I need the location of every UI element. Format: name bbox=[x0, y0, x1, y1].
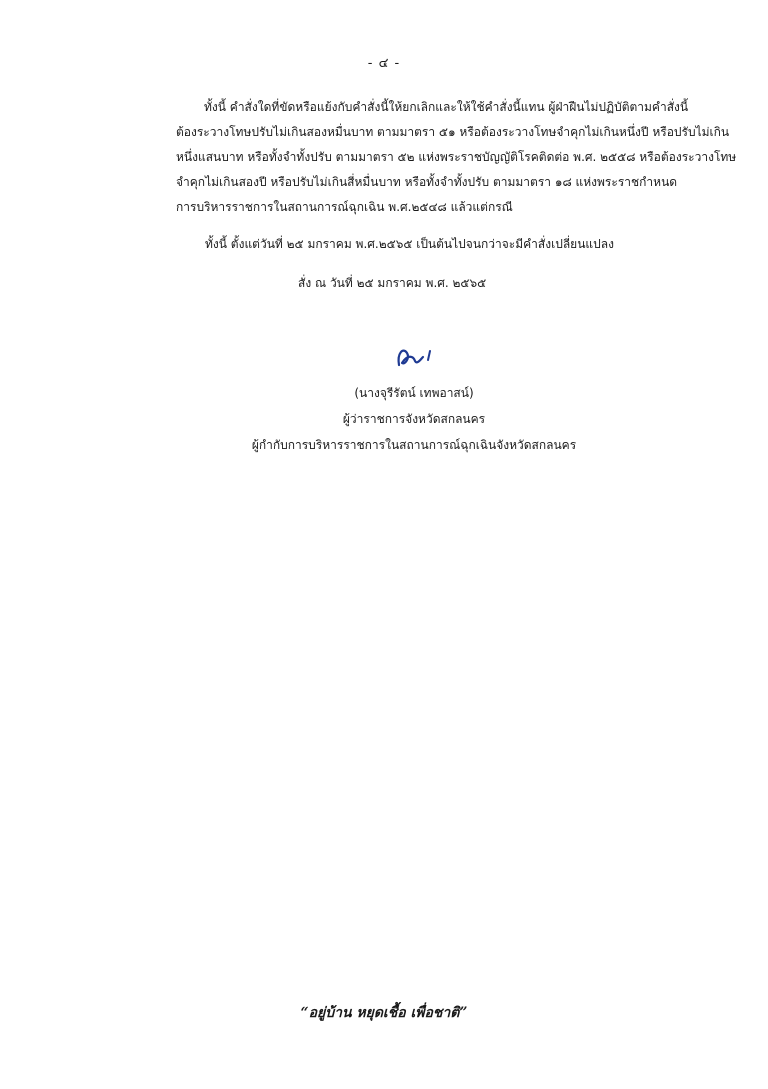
paragraph-line: หนึ่งแสนบาท หรือทั้งจำทั้งปรับ ตามมาตรา ๕๒ แห่งพระราชบัญญัติโรคติดต่อ พ.ศ. ๒๕๕๘ หรือต้องระวางโทษ bbox=[176, 150, 737, 164]
signature-mark bbox=[393, 343, 439, 371]
signatory-name: (นางจุรีรัตน์ เทพอาสน์) bbox=[354, 386, 474, 400]
order-date-line: สั่ง ณ วันที่ ๒๕ มกราคม พ.ศ. ๒๕๖๕ bbox=[298, 276, 487, 290]
signature-block bbox=[244, 380, 584, 458]
paragraph-effective-date: ทั้งนี้ ตั้งแต่วันที่ ๒๕ มกราคม พ.ศ.๒๕๖๕ เป็นต้นไปจนกว่าจะมีคำสั่งเปลี่ยนแปลง bbox=[205, 237, 614, 251]
paragraph-line: การบริหารราชการในสถานการณ์ฉุกเฉิน พ.ศ.๒๕๔๘ แล้วแต่กรณี bbox=[176, 200, 513, 214]
paragraph-line: จำคุกไม่เกินสองปี หรือปรับไม่เกินสี่หมื่นบาท หรือทั้งจำทั้งปรับ ตามมาตรา ๑๘ แห่งพระราชกำหนด bbox=[176, 175, 678, 189]
paragraph-line: ต้องระวางโทษปรับไม่เกินสองหมื่นบาท ตามมาตรา ๕๑ หรือต้องระวางโทษจำคุกไม่เกินหนึ่งปี หรือปรับไม่เกิน bbox=[176, 125, 730, 139]
paragraph-line: ทั้งนี้ คำสั่งใดที่ขัดหรือแย้งกับคำสั่งนี้ให้ยกเลิกและให้ใช้คำสั่งนี้แทน ผู้ฝ่าฝืนไม่ปฏิบัติตามคำสั่งนี้ bbox=[204, 100, 689, 114]
slogan: “อยู่บ้าน หยุดเชื้อ เพื่อชาติ” bbox=[300, 1005, 468, 1021]
page-number: - ๔ - bbox=[367, 56, 401, 71]
signatory-title: ผู้ว่าราชการจังหวัดสกลนคร bbox=[342, 412, 486, 426]
paragraph-penalty bbox=[176, 95, 737, 220]
signatory-title-secondary: ผู้กำกับการบริหารราชการในสถานการณ์ฉุกเฉินจังหวัดสกลนคร bbox=[251, 438, 577, 452]
